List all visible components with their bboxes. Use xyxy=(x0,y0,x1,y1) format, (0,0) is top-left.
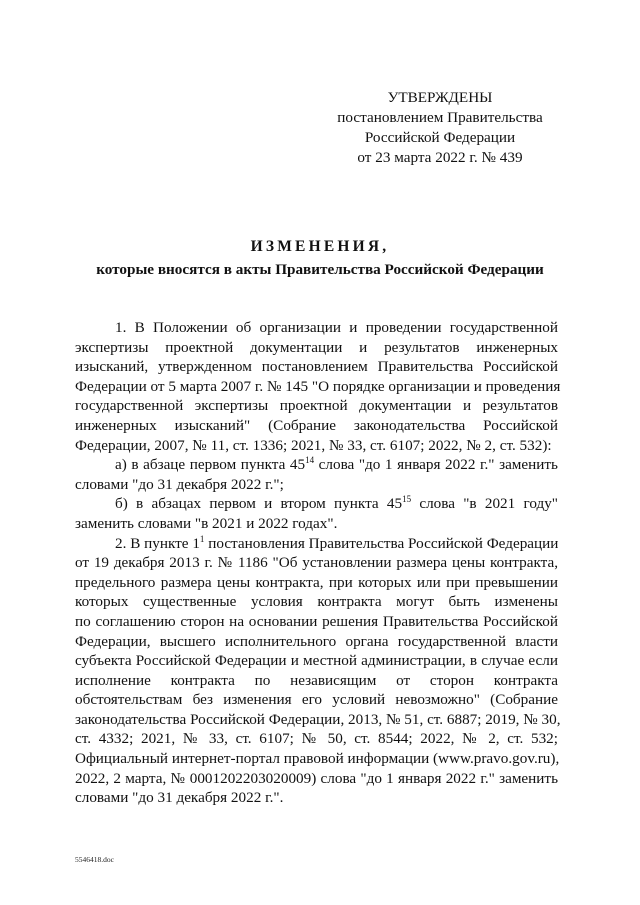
body-line xyxy=(75,357,558,377)
body-line-text-continued: слова "до 1 января 2022 г." заменить xyxy=(314,456,558,474)
body-line-text: а) в абзаце первом пункта 45 xyxy=(115,456,306,474)
body-line-text: которых существенные условия контракта могут быть изменены xyxy=(75,593,558,611)
superscript-number: 14 xyxy=(305,455,315,466)
body-line-text: Федерации от 5 марта 2007 г. № 145 "О порядке организации и проведения xyxy=(75,377,561,395)
body-line-text: законодательства Российской Федерации, 2013, № 51, ст. 6887; 2019, № 30, xyxy=(75,710,561,728)
approval-heading: УТВЕРЖДЕНЫ xyxy=(387,89,493,106)
document-body xyxy=(75,318,561,808)
body-line xyxy=(75,651,558,671)
body-line xyxy=(75,788,558,808)
body-line-text: предельного размера цены контракта, при которых или при превышении xyxy=(75,573,558,591)
footer-filename: 5546418.doc xyxy=(75,855,114,864)
body-line xyxy=(75,671,558,691)
body-line-text: инженерных изысканий" (Собрание законодательства Российской xyxy=(75,416,558,434)
body-line xyxy=(75,729,558,749)
superscript-number: 1 xyxy=(199,533,205,544)
body-line xyxy=(75,514,558,534)
body-line-text: от 19 декабря 2013 г. № 1186 "Об установлении размера цены контракта, xyxy=(75,554,558,572)
body-line-text: исполнение контракта по независящим от сторон контракта xyxy=(75,671,558,689)
body-line xyxy=(75,749,558,769)
body-line-text: изысканий, утвержденном постановлением Правительства Российской xyxy=(75,358,558,376)
body-line-text: по соглашению сторон на основании решения Правительства Российской xyxy=(75,612,558,630)
body-line xyxy=(75,769,558,789)
body-line-text: словами "до 31 декабря 2022 г."; xyxy=(75,475,284,493)
body-line-text: Официальный интернет-портал правовой информации (www.pravo.gov.ru), xyxy=(75,750,560,768)
body-line xyxy=(75,318,558,338)
approval-stamp xyxy=(330,88,550,168)
body-line-text: субъекта Российской Федерации и местной администрации, в случае если xyxy=(75,652,558,670)
body-line xyxy=(75,475,558,495)
approval-line-resolution: постановлением Правительства xyxy=(337,109,543,126)
document-title: ИЗМЕНЕНИЯ, xyxy=(250,238,390,255)
document-subtitle: которые вносятся в акты Правительства Российской Федерации xyxy=(96,261,544,278)
body-line xyxy=(75,632,558,652)
body-line xyxy=(75,534,558,554)
body-line xyxy=(75,436,558,456)
body-line xyxy=(75,494,558,514)
body-line xyxy=(75,338,558,358)
approval-line-federation: Российской Федерации xyxy=(364,129,516,146)
body-line-text: заменить словами "в 2021 и 2022 годах". xyxy=(75,514,338,532)
body-line-text: обстоятельствам без изменения его условий невозможно" (Собрание xyxy=(75,691,558,709)
body-line-text: ст. 4332; 2021, № 33, ст. 6107; № 50, ст. 8544; 2022, № 2, ст. 532; xyxy=(75,730,558,748)
body-line-text: 2022, 2 марта, № 0001202203020009) слова "до 1 января 2022 г." заменить xyxy=(75,769,558,787)
body-line-text-continued: слова "в 2021 году" xyxy=(411,495,559,513)
body-line xyxy=(75,690,558,710)
body-line-text: Федерации, 2007, № 11, ст. 1336; 2021, № 33, ст. 6107; 2022, № 2, ст. 532): xyxy=(75,436,552,454)
body-line-text: 2. В пункте 1 xyxy=(115,534,200,552)
body-line xyxy=(75,592,558,612)
body-line xyxy=(75,612,558,632)
body-line-text-continued: постановления Правительства Российской Федерации xyxy=(204,534,559,552)
body-line xyxy=(75,455,558,475)
body-line xyxy=(75,416,558,436)
body-line-text: б) в абзацах первом и втором пункта 45 xyxy=(115,495,403,513)
approval-line-date-number: от 23 марта 2022 г. № 439 xyxy=(357,149,523,166)
body-line-text: Федерации, высшего исполнительного органа государственной власти xyxy=(75,632,558,650)
body-line xyxy=(75,710,561,730)
body-line-text: экспертизы проектной документации и результатов инженерных xyxy=(75,338,558,356)
body-line-text: словами "до 31 декабря 2022 г.". xyxy=(75,789,284,807)
body-line xyxy=(75,573,558,593)
body-line-text: государственной экспертизы проектной документации и результатов xyxy=(75,397,558,415)
body-line xyxy=(75,377,561,397)
body-line-text: 1. В Положении об организации и проведении государственной xyxy=(115,319,558,336)
body-line xyxy=(75,553,558,573)
superscript-number: 15 xyxy=(402,494,412,505)
body-line xyxy=(75,396,558,416)
